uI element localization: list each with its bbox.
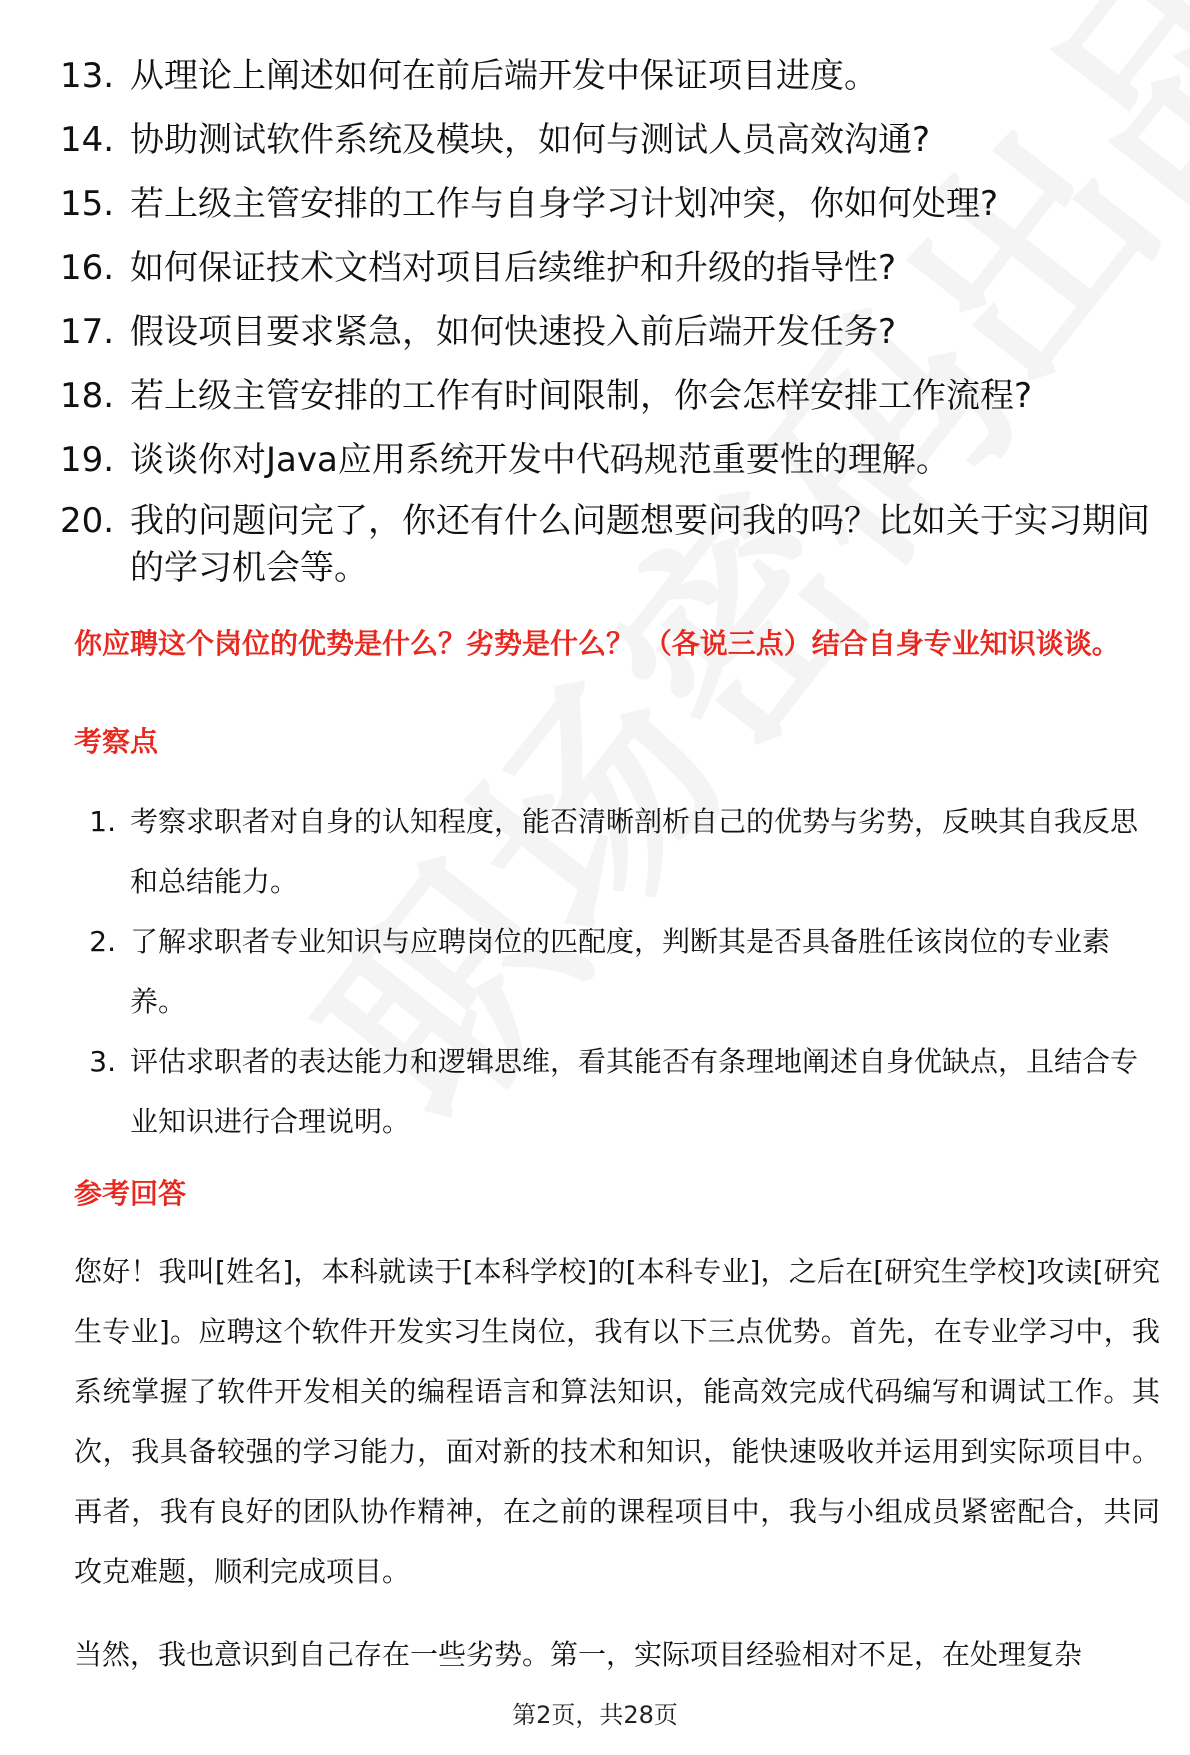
question-text: 谈谈你对Java应用系统开发中代码规范重要性的理解。 (130, 440, 950, 480)
question-text: 若上级主管安排的工作与自身学习计划冲突，你如何处理? (130, 184, 999, 224)
question-number: 20. (60, 501, 115, 541)
question-number: 18. (60, 376, 115, 416)
question-number: 19. (60, 440, 115, 480)
list-item (60, 114, 1150, 167)
question-text: 如何保证技术文档对项目后续维护和升级的指导性? (130, 248, 897, 288)
answer-heading: 参考回答 (74, 1177, 187, 1210)
question-list (60, 50, 1150, 603)
point-number: 1. (89, 805, 116, 838)
list-item (60, 50, 1150, 103)
list-item (74, 792, 1154, 912)
question-number: 16. (60, 248, 115, 288)
section-question-title: 你应聘这个岗位的优势是什么？劣势是什么？ （各说三点）结合自身专业知识谈谈。 (74, 627, 1120, 660)
focus-points-list (74, 792, 1154, 1152)
list-item (60, 434, 1150, 487)
point-text: 考察求职者对自身的认知程度，能否清晰剖析自己的优势与劣势，反映其自我反思和总结能力。 (130, 805, 1139, 898)
question-text: 协助测试软件系统及模块，如何与测试人员高效沟通? (130, 120, 931, 160)
list-item (60, 242, 1150, 295)
point-number: 3. (89, 1045, 116, 1078)
question-text: 假设项目要求紧急，如何快速投入前后端开发任务? (130, 312, 897, 352)
answer-paragraph: 当然，我也意识到自己存在一些劣势。第一，实际项目经验相对不足，在处理复杂 (74, 1638, 1083, 1671)
list-item (74, 1032, 1154, 1152)
question-text: 若上级主管安排的工作有时间限制，你会怎样安排工作流程? (130, 376, 1033, 416)
question-number: 15. (60, 184, 115, 224)
focus-heading: 考察点 (74, 725, 159, 758)
question-text: 从理论上阐述如何在前后端开发中保证项目进度。 (130, 56, 878, 96)
page-footer: 第2页，共28页 (512, 1701, 678, 1729)
question-number: 17. (60, 312, 115, 352)
question-text: 我的问题问完了，你还有什么问题想要问我的吗？比如关于实习期间的学习机会等。 (130, 501, 1150, 588)
point-text: 了解求职者专业知识与应聘岗位的匹配度，判断其是否具备胜任该岗位的专业素养。 (130, 925, 1111, 1018)
list-item (60, 498, 1150, 592)
question-number: 14. (60, 120, 115, 160)
list-item (60, 306, 1150, 359)
list-item (60, 370, 1150, 423)
list-item (60, 178, 1150, 231)
list-item (74, 912, 1154, 1032)
point-text: 评估求职者的表达能力和逻辑思维，看其能否有条理地阐述自身优缺点，且结合专业知识进行合理说明。 (130, 1045, 1139, 1138)
point-number: 2. (89, 925, 116, 958)
question-number: 13. (60, 56, 115, 96)
answer-paragraph: 您好！我叫[姓名]，本科就读于[本科学校]的[本科专业]，之后在[研究生学校]攻读[研究生专业]。应聘这个软件开发实习生岗位，我有以下三点优势。首先，在专业学习中，我系统掌握了软件开发相关的编程语言和算法知识，能高效完成代码编写和调试工作。其次，我具备较强的学习能力，面对新的技术和知识，能快速吸收并运用到实际项目中。再者，我有良好的团队协作精神，在之前的课程项目中，我与小组成员紧密配合，共同攻克难题，顺利完成项目。 (74, 1255, 1160, 1588)
